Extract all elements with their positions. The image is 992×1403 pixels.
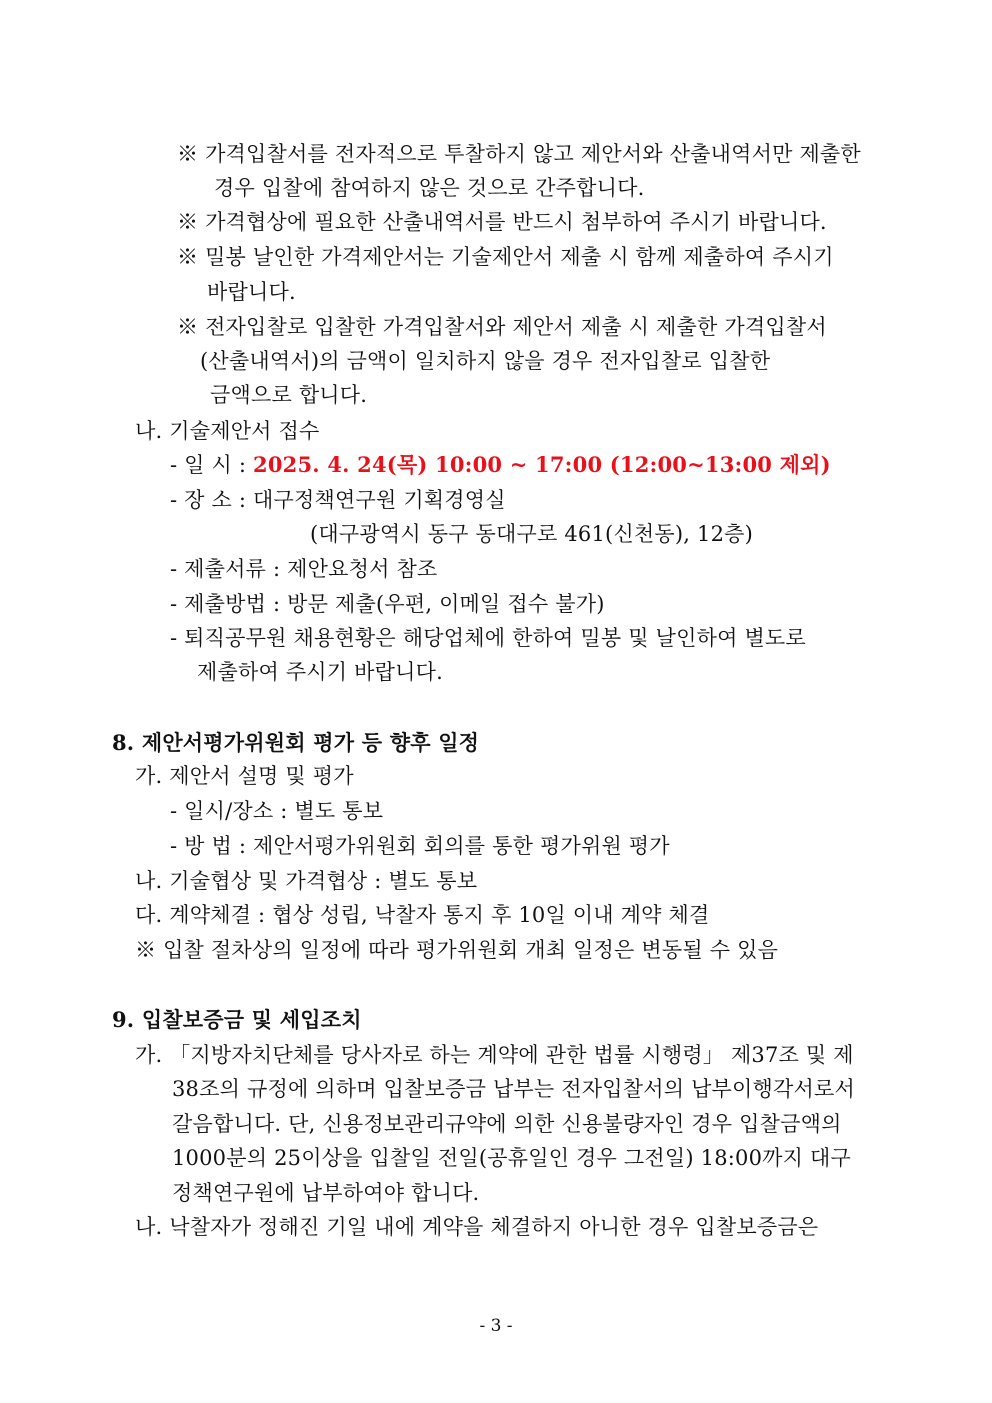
section-9-ga-line: 1000분의 25이상을 입찰일 전일(공휴일인 경우 그전일) 18:00까지 대구 <box>172 1146 851 1170</box>
date-value: 2025. 4. 24(목) 10:00 ~ 17:00 (12:00~13:00 제외) <box>253 452 831 477</box>
section-8-na: 나. 기술협상 및 가격협상 : 별도 통보 <box>135 869 478 893</box>
subsection-title: 나. 기술제안서 접수 <box>135 419 320 443</box>
page-number: - 3 - <box>479 1316 513 1336</box>
section-8-heading: 8. 제안서평가위원회 평가 등 향후 일정 <box>112 730 480 755</box>
place-row: - 장 소 : 대구정책연구원 기획경영실 <box>170 488 506 512</box>
note-line: ※ 가격협상에 필요한 산출내역서를 반드시 첨부하여 주시기 바랍니다. <box>177 210 827 234</box>
section-9-ga-line: 가. 「지방자치단체를 당사자로 하는 계약에 관한 법률 시행령」 제37조 및 제 <box>135 1043 854 1067</box>
note-line: (산출내역서)의 금액이 일치하지 않을 경우 전자입찰로 입찰한 <box>200 349 771 373</box>
retired-row: - 퇴직공무원 채용현황은 해당업체에 한하여 밀봉 및 날인하여 별도로 <box>170 626 806 650</box>
section-9-ga-line: 정책연구원에 납부하여야 합니다. <box>172 1181 480 1205</box>
section-8-note: ※ 입찰 절차상의 일정에 따라 평가위원회 개최 일정은 변동될 수 있음 <box>135 938 779 962</box>
address-row: (대구광역시 동구 동대구로 461(신천동), 12층) <box>310 522 754 546</box>
section-8-ga: 가. 제안서 설명 및 평가 <box>135 764 354 788</box>
note-line: 경우 입찰에 참여하지 않은 것으로 간주합니다. <box>214 176 645 200</box>
note-line: ※ 전자입찰로 입찰한 가격입찰서와 제안서 제출 시 제출한 가격입찰서 <box>177 315 827 339</box>
section-9-ga-line: 38조의 규정에 의하며 입찰보증금 납부는 전자입찰서의 납부이행각서로서 <box>172 1077 855 1101</box>
section-9-ga-line: 갈음합니다. 단, 신용정보관리규약에 의한 신용불량자인 경우 입찰금액의 <box>172 1112 842 1136</box>
section-9-heading: 9. 입찰보증금 및 세입조치 <box>112 1007 362 1032</box>
method-row: - 제출방법 : 방문 제출(우편, 이메일 접수 불가) <box>170 592 605 616</box>
schedule-date-row <box>170 451 831 479</box>
section-8-da: 다. 계약체결 : 협상 성립, 낙찰자 통지 후 10일 이내 계약 체결 <box>135 903 710 927</box>
date-label: - 일 시 : <box>170 453 254 477</box>
note-line: 금액으로 합니다. <box>210 383 368 407</box>
section-9-na-line: 나. 낙찰자가 정해진 기일 내에 계약을 체결하지 아니한 경우 입찰보증금은 <box>135 1215 819 1239</box>
section-8-ga-1: - 일시/장소 : 별도 통보 <box>170 799 384 823</box>
docs-row: - 제출서류 : 제안요청서 참조 <box>170 557 438 581</box>
note-line: ※ 가격입찰서를 전자적으로 투찰하지 않고 제안서와 산출내역서만 제출한 <box>177 142 861 166</box>
section-8-ga-2: - 방 법 : 제안서평가위원회 회의를 통한 평가위원 평가 <box>170 834 670 858</box>
retired-row-cont: 제출하여 주시기 바랍니다. <box>197 660 443 684</box>
note-line: 바랍니다. <box>207 280 296 304</box>
note-line: ※ 밀봉 날인한 가격제안서는 기술제안서 제출 시 함께 제출하여 주시기 <box>177 245 834 269</box>
